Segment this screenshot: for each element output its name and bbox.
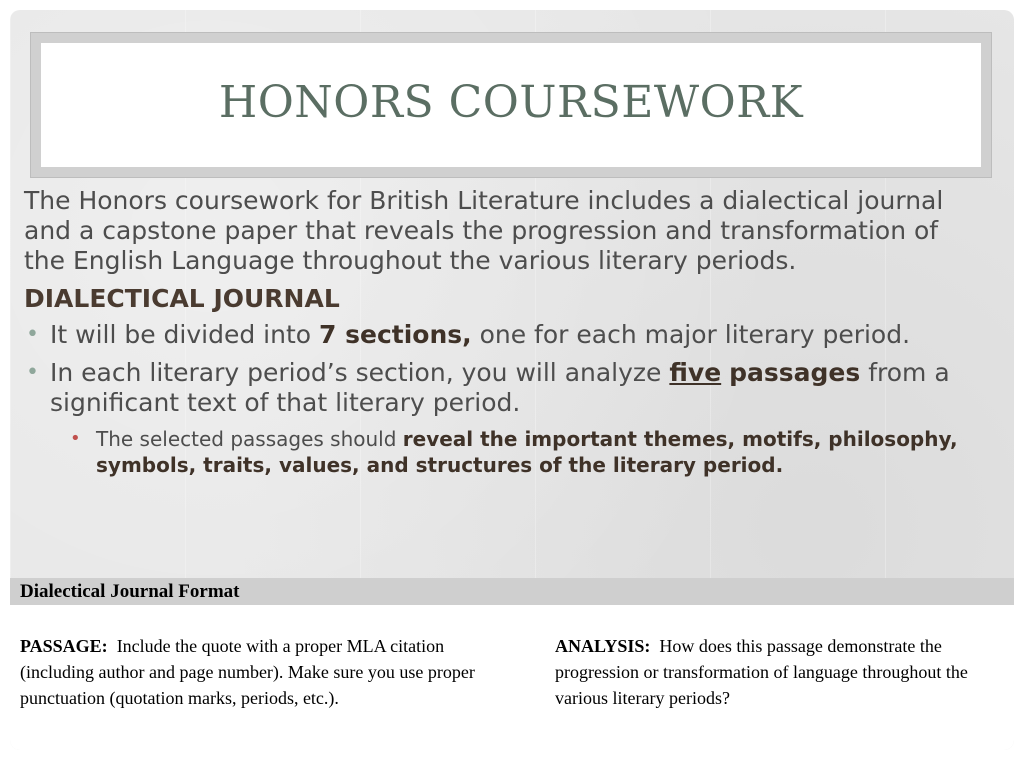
slide bbox=[10, 10, 1014, 750]
journal-format-table bbox=[10, 578, 1014, 750]
bullet-dot-icon: • bbox=[26, 360, 39, 385]
bullet-dot-icon: • bbox=[26, 322, 39, 347]
bullet-text-pre: It will be divided into bbox=[50, 320, 320, 349]
bullet-text-post: from a significant text of that literary period. bbox=[50, 358, 950, 417]
passage-cell bbox=[20, 633, 520, 711]
sub-bullet-text-pre: The selected passages should bbox=[96, 427, 403, 451]
table-header: Dialectical Journal Format bbox=[10, 578, 1014, 605]
bullet-sections bbox=[24, 320, 974, 350]
bullet-text-bold: passages bbox=[729, 358, 861, 387]
sub-bullet-dot-icon: • bbox=[70, 428, 81, 449]
slide-title: HONORS COURSEWORK bbox=[218, 76, 804, 128]
title-box bbox=[41, 43, 981, 167]
sub-bullet-themes bbox=[24, 426, 974, 478]
bullet-text-pre: In each literary period’s section, you will analyze bbox=[50, 358, 670, 387]
section-heading: DIALECTICAL JOURNAL bbox=[24, 284, 340, 313]
analysis-text: How does this passage demonstrate the progression or transformation of language throughout the various literary periods? bbox=[555, 636, 968, 708]
sub-bullet-text-bold: reveal the important themes, motifs, philosophy, symbols, traits, values, and structures of the literary period. bbox=[96, 427, 958, 477]
passage-label: PASSAGE: bbox=[20, 636, 108, 656]
bullet-text-bold: 7 sections, bbox=[319, 320, 472, 349]
bullet-passages bbox=[24, 358, 974, 418]
bullet-text-underlined: five bbox=[669, 358, 722, 387]
slide-content bbox=[24, 186, 974, 478]
intro-paragraph: The Honors coursework for British Literature includes a dialectical journal and a capstone paper that reveals the progression and transformation of the English Language throughout the various literary periods. bbox=[24, 186, 944, 275]
bullet-text-post: one for each major literary period. bbox=[471, 320, 911, 349]
title-frame bbox=[30, 32, 992, 178]
passage-text: Include the quote with a proper MLA citation (including author and page number). Make sure you use proper punctuation (quotation marks, periods, etc.). bbox=[20, 636, 475, 708]
analysis-label: ANALYSIS: bbox=[555, 636, 651, 656]
analysis-cell bbox=[555, 633, 1014, 711]
